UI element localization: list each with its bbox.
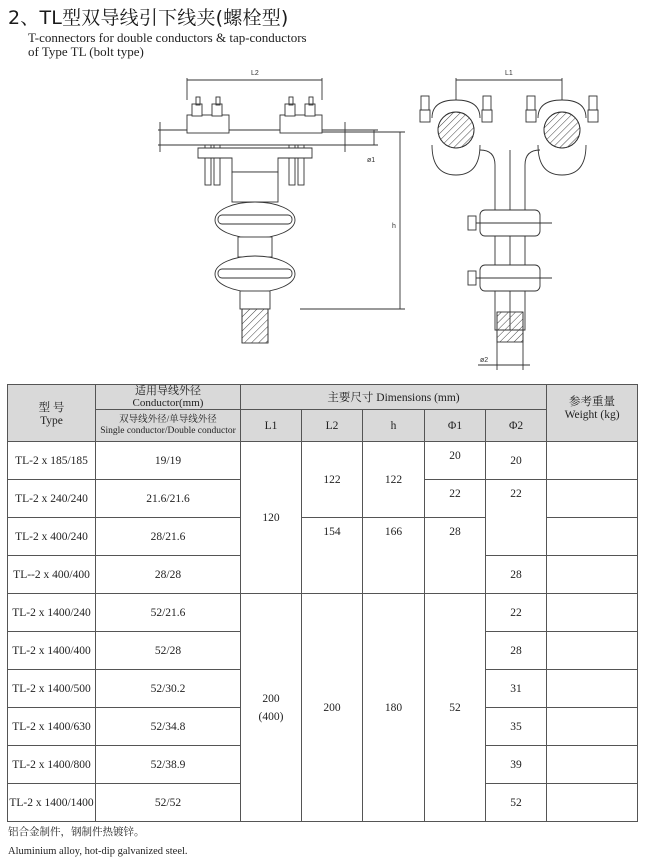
cell-l2: 154 <box>302 518 363 594</box>
cell-weight <box>547 480 638 518</box>
table-row <box>8 594 638 632</box>
dim-label-l2: L2 <box>251 70 259 77</box>
dim-label-phi1: ø1 <box>367 157 376 164</box>
cell-phi2: 35 <box>486 708 547 746</box>
cell-weight <box>547 746 638 784</box>
cell-conductor: 52/28 <box>96 632 241 670</box>
cell-phi1: 28 <box>425 518 486 594</box>
cell-type: TL-2 x 1400/800 <box>8 746 96 784</box>
dim-label-h: h <box>392 223 396 230</box>
table-row <box>8 442 638 480</box>
cell-conductor: 19/19 <box>96 442 241 480</box>
header-conductor <box>96 385 241 410</box>
page-title: 2、TL型双导线引下线夹(螺栓型) <box>8 7 289 29</box>
cell-conductor: 52/34.8 <box>96 708 241 746</box>
cell-l2: 122 <box>302 442 363 518</box>
cell-weight <box>547 556 638 594</box>
cell-weight <box>547 670 638 708</box>
header-dimensions: 主要尺寸 Dimensions (mm) <box>241 385 547 410</box>
header-conductor-cn: 适用导线外径 <box>135 385 201 397</box>
cell-conductor: 52/52 <box>96 784 241 822</box>
cell-phi2: 39 <box>486 746 547 784</box>
side-view <box>158 78 405 343</box>
cell-type: TL--2 x 400/400 <box>8 556 96 594</box>
cell-phi1: 52 <box>425 594 486 822</box>
cell-conductor: 21.6/21.6 <box>96 480 241 518</box>
cell-conductor: 52/38.9 <box>96 746 241 784</box>
spec-table <box>7 384 638 822</box>
header-type-cn: 型 号 <box>38 402 65 414</box>
technical-drawing <box>0 0 655 384</box>
cell-phi2: 22 <box>486 594 547 632</box>
cell-phi2: 31 <box>486 670 547 708</box>
header-weight-en: Weight (kg) <box>564 409 620 421</box>
front-view <box>420 78 598 370</box>
note-cn: 铝合金制件，钢制件热镀锌。 <box>8 827 145 838</box>
cell-weight <box>547 442 638 480</box>
cell-type: TL-2 x 1400/1400 <box>8 784 96 822</box>
cell-phi2: 28 <box>486 632 547 670</box>
cell-weight <box>547 518 638 556</box>
cell-conductor: 28/21.6 <box>96 518 241 556</box>
cell-h: 122 <box>363 442 425 518</box>
cell-type: TL-2 x 185/185 <box>8 442 96 480</box>
cell-l1: 120 <box>241 442 302 594</box>
header-weight-cn: 参考重量 <box>569 396 616 408</box>
header-conductor-en: Conductor(mm) <box>132 397 204 409</box>
cell-weight <box>547 784 638 822</box>
header-l2: L2 <box>302 410 363 442</box>
header-phi1: Φ1 <box>425 410 486 442</box>
subtitle-line-1: T-connectors for double conductors & tap-conductors <box>28 30 307 45</box>
cell-l1 <box>241 594 302 822</box>
cell-phi2: 20 <box>486 442 547 480</box>
cell-conductor: 28/28 <box>96 556 241 594</box>
cell-phi1: 20 <box>425 442 486 480</box>
cell-weight <box>547 632 638 670</box>
cell-l1-line2: (400) <box>258 710 284 723</box>
cell-type: TL-2 x 240/240 <box>8 480 96 518</box>
header-l1: L1 <box>241 410 302 442</box>
cell-phi2: 22 <box>486 480 547 556</box>
cell-l1-line1: 200 <box>262 692 280 705</box>
cell-type: TL-2 x 1400/400 <box>8 632 96 670</box>
cell-conductor: 52/30.2 <box>96 670 241 708</box>
cell-weight <box>547 594 638 632</box>
header-phi2: Φ2 <box>486 410 547 442</box>
cell-type: TL-2 x 1400/500 <box>8 670 96 708</box>
header-conductor-sub-en: Single conductor/Double conductor <box>100 425 236 436</box>
header-weight <box>547 385 638 442</box>
cell-phi2: 52 <box>486 784 547 822</box>
header-type <box>8 385 96 442</box>
cell-h: 180 <box>363 594 425 822</box>
cell-type: TL-2 x 1400/240 <box>8 594 96 632</box>
header-conductor-sub <box>96 410 241 442</box>
note-en: Aluminium alloy, hot-dip galvanized steel. <box>8 846 188 857</box>
cell-phi2: 28 <box>486 556 547 594</box>
header-h: h <box>363 410 425 442</box>
dim-label-phi2: ø2 <box>480 357 489 364</box>
dim-label-l1: L1 <box>505 70 513 77</box>
header-conductor-sub-cn: 双导线外径/单导线外径 <box>119 414 217 425</box>
cell-conductor: 52/21.6 <box>96 594 241 632</box>
cell-type: TL-2 x 400/240 <box>8 518 96 556</box>
cell-type: TL-2 x 1400/630 <box>8 708 96 746</box>
cell-h: 166 <box>363 518 425 594</box>
cell-weight <box>547 708 638 746</box>
header-type-en: Type <box>40 415 63 427</box>
subtitle-line-2: of Type TL (bolt type) <box>28 44 144 59</box>
cell-phi1: 22 <box>425 480 486 518</box>
cell-l2: 200 <box>302 594 363 822</box>
